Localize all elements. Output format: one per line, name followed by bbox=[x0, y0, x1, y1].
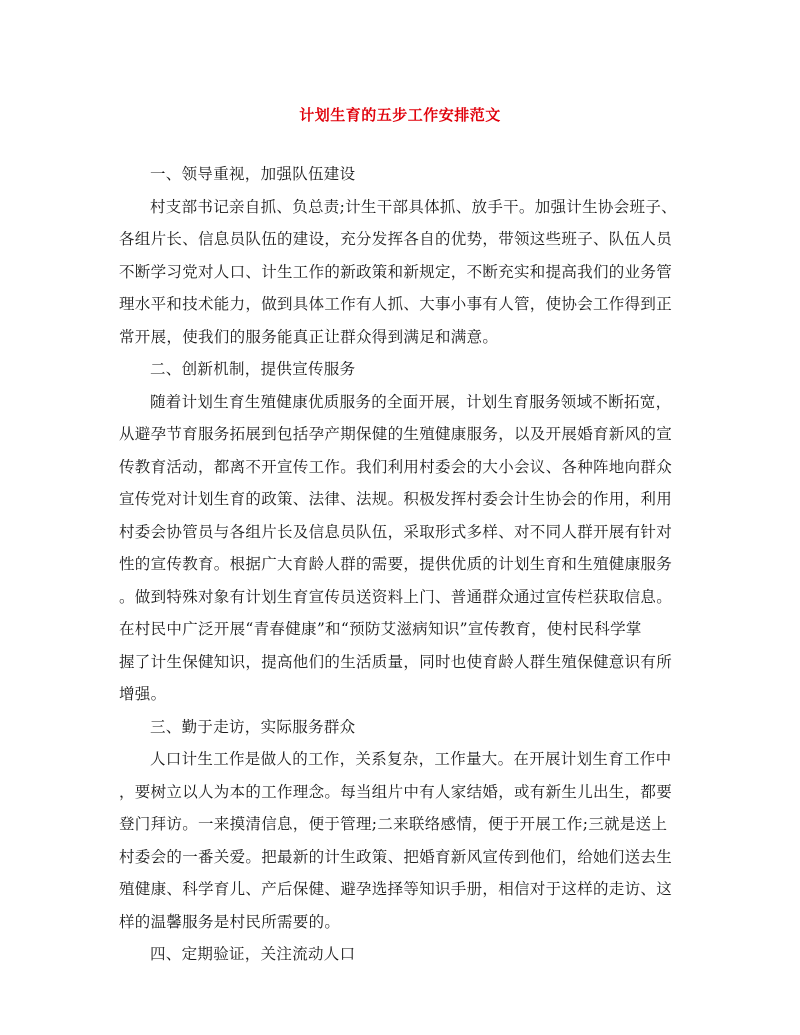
paragraph-line: 增强。 bbox=[119, 685, 167, 703]
paragraph-line: 。做到特殊对象有计划生育宣传员送资料上门、普通群众通过宣传栏获取信息。 bbox=[119, 587, 673, 606]
section-paragraph bbox=[119, 386, 679, 711]
paragraph-line: 不断学习党对人口、计生工作的新政策和新规定，不断充实和提高我们的业务管 bbox=[119, 262, 673, 281]
paragraph-line: 握了计生保健知识，提高他们的生活质量，同时也使育龄人群生殖保健意识有所 bbox=[119, 652, 673, 671]
paragraph-line: 人口计生工作是做人的工作，关系复杂，工作量大。在开展计划生育工作中 bbox=[150, 750, 672, 768]
paragraph-line: 村支部书记亲自抓、负总责;计生干部具体抓、放手干。加强计生协会班子、 bbox=[150, 197, 677, 216]
paragraph-line: 在村民中广泛开展“青春健康”和“预防艾滋病知识”宣传教育，使村民科学掌 bbox=[119, 620, 642, 638]
section-heading: 二、创新机制，提供宣传服务 bbox=[150, 360, 356, 378]
paragraph-line: 性的宣传教育。根据广大育龄人群的需要，提供优质的计划生育和生殖健康服务 bbox=[119, 555, 673, 573]
section-heading: 四、定期验证，关注流动人口 bbox=[150, 945, 356, 963]
document-body bbox=[119, 158, 679, 971]
paragraph-line: 传教育活动，都离不开宣传工作。我们利用村委会的大小会议、各种阵地向群众 bbox=[119, 457, 673, 476]
paragraph-line: 宣传党对计划生育的政策、法律、法规。积极发挥村委会计生协会的作用，利用 bbox=[119, 490, 673, 508]
paragraph-line: 常开展，使我们的服务能真正让群众得到满足和满意。 bbox=[119, 327, 499, 346]
paragraph-line: 各组片长、信息员队伍的建设，充分发挥各自的优势，带领这些班子、队伍人员 bbox=[119, 230, 673, 248]
paragraph-line: 理水平和技术能力，做到具体工作有人抓、大事小事有人管，使协会工作得到正 bbox=[119, 295, 673, 313]
paragraph-line: 随着计划生育生殖健康优质服务的全面开展，计划生育服务领域不断拓宽， bbox=[150, 392, 672, 411]
paragraph-line: 登门拜访。一来摸清信息，便于管理;二来联络感情，便于开展工作;三就是送上 bbox=[119, 815, 668, 833]
section-heading: 一、领导重视，加强队伍建设 bbox=[150, 165, 356, 183]
section-paragraph bbox=[119, 743, 679, 938]
paragraph-line: 殖健康、科学育儿、产后保健、避孕选择等知识手册，相信对于这样的走访、这 bbox=[119, 880, 673, 898]
paragraph-line: ，要树立以人为本的工作理念。每当组片中有人家结婚，或有新生儿出生，都要 bbox=[119, 782, 673, 801]
section-paragraph bbox=[119, 191, 679, 354]
paragraph-line: 样的温馨服务是村民所需要的。 bbox=[119, 912, 341, 931]
paragraph-line: 村委会协管员与各组片长及信息员队伍，采取形式多样、对不同人群开展有针对 bbox=[119, 522, 673, 541]
document-title: 计划生育的五步工作安排范文 bbox=[299, 106, 501, 124]
section-heading: 三、勤于走访，实际服务群众 bbox=[150, 717, 356, 736]
paragraph-line: 村委会的一番关爱。把最新的计生政策、把婚育新风宣传到他们，给她们送去生 bbox=[119, 847, 673, 866]
paragraph-line: 从避孕节育服务拓展到包括孕产期保健的生殖健康服务，以及开展婚育新风的宣 bbox=[119, 425, 673, 443]
